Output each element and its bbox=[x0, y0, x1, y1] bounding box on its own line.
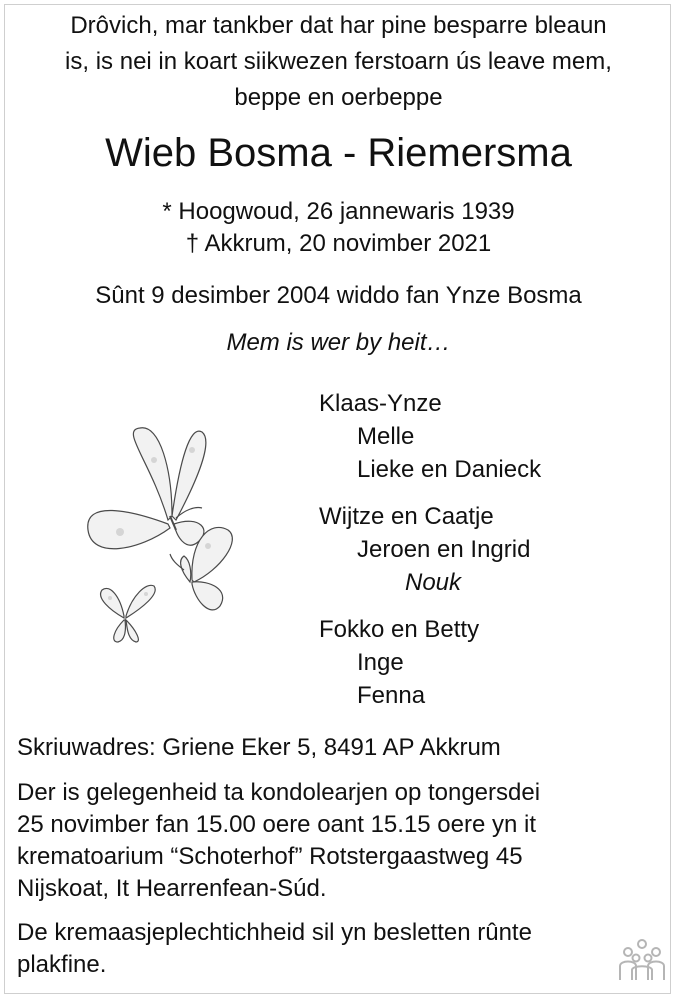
intro-text bbox=[0, 8, 677, 116]
family-member: Lieke en Danieck bbox=[357, 456, 542, 483]
family-member: Jeroen en Ingrid bbox=[357, 536, 531, 563]
address-line: Skriuwadres: Griene Eker 5, 8491 AP Akkrum bbox=[17, 734, 501, 761]
condolence-line: Nijskoat, It Hearrenfean-Súd. bbox=[17, 875, 327, 902]
family-member: Fokko en Betty bbox=[319, 616, 480, 643]
family-member: Klaas-Ynze bbox=[319, 390, 442, 417]
cremation-line: De kremaasjeplechtichheid sil yn besletten rûnte bbox=[17, 919, 532, 946]
condolence-text bbox=[17, 777, 540, 905]
family-member: Inge bbox=[357, 649, 404, 676]
condolence-line: krematoarium “Schoterhof” Rotstergaastweg 45 bbox=[17, 843, 523, 870]
cremation-line: plakfine. bbox=[17, 951, 107, 978]
dates-block bbox=[0, 196, 677, 260]
people-group-icon bbox=[616, 938, 668, 982]
family-member: Nouk bbox=[405, 569, 462, 596]
intro-line: is, is nei in koart siikwezen ferstoarn ús leave mem, bbox=[65, 48, 612, 75]
family-member: Melle bbox=[357, 423, 415, 450]
butterflies-icon bbox=[80, 420, 280, 660]
motto: Mem is wer by heit… bbox=[226, 329, 451, 356]
intro-line: Drôvich, mar tankber dat har pine besparre bleaun bbox=[70, 12, 607, 39]
intro-line: beppe en oerbeppe bbox=[234, 84, 443, 111]
death-date: † Akkrum, 20 novimber 2021 bbox=[185, 230, 492, 257]
cremation-text bbox=[17, 917, 532, 981]
condolence-line: 25 novimber fan 15.00 oere oant 15.15 oere yn it bbox=[17, 811, 537, 838]
condolence-line: Der is gelegenheid ta kondolearjen op tongersdei bbox=[17, 779, 541, 806]
family-member: Fenna bbox=[357, 682, 426, 709]
family-member: Wijtze en Caatje bbox=[319, 503, 494, 530]
widow-line: Sûnt 9 desimber 2004 widdo fan Ynze Bosma bbox=[95, 282, 582, 309]
deceased-name: Wieb Bosma - Riemersma bbox=[105, 131, 572, 175]
birth-date: * Hoogwoud, 26 jannewaris 1939 bbox=[162, 198, 515, 225]
